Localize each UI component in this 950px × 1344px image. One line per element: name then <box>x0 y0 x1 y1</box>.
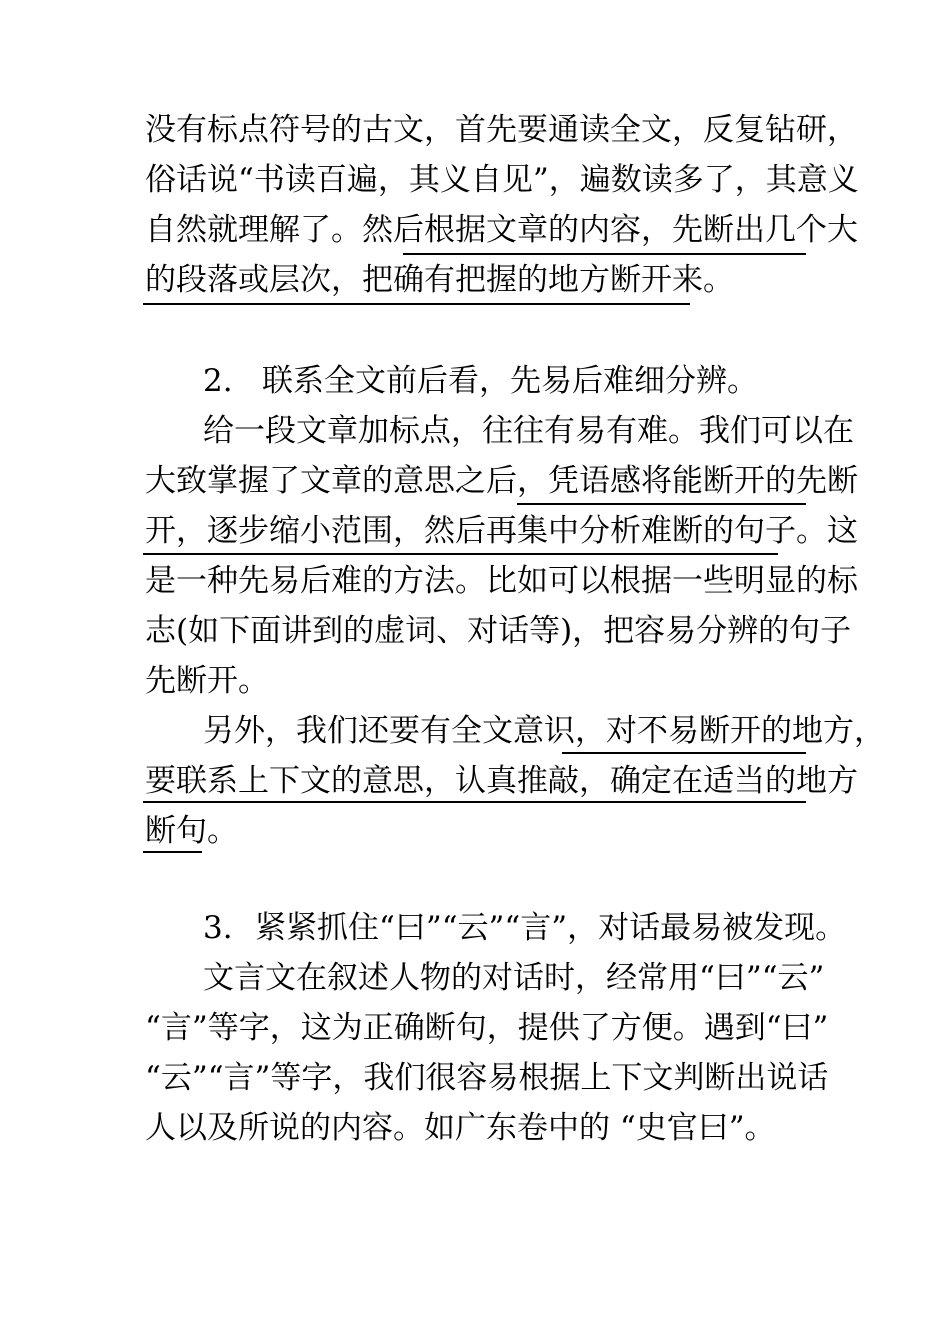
paragraph-line: 给一段文章加标点，往往有易有难。我们可以在 <box>203 413 854 449</box>
paragraph-line: 是一种先易后难的方法。比如可以根据一些明显的标 <box>145 563 858 599</box>
paragraph-line: 大致掌握了文章的意思之后，凭语感将能断开的先断 <box>145 463 858 499</box>
paragraph-line: 要联系上下文的意思，认真推敲，确定在适当的地方 <box>145 763 858 799</box>
paragraph-line: 自然就理解了。然后根据文章的内容，先断出几个大 <box>145 212 858 248</box>
paragraph-line: 志(如下面讲到的虚词、对话等)，把容易分辨的句子 <box>145 613 852 649</box>
paragraph-line: 俗话说“书读百遍，其义自见”，遍数读多了，其意义 <box>145 162 859 198</box>
paragraph-line: “云”“言”等字，我们很容易根据上下文判断出说话 <box>145 1060 829 1096</box>
underline <box>562 752 806 754</box>
underline <box>143 801 806 803</box>
underline <box>517 503 806 505</box>
paragraph-line: 断句。 <box>145 813 238 849</box>
underline <box>143 303 690 305</box>
paragraph-line: 开，逐步缩小范围，然后再集中分析难断的句子。这 <box>145 513 858 549</box>
underline <box>143 851 202 853</box>
paragraph-line: 另外，我们还要有全文意识，对不易断开的地方， <box>203 713 885 749</box>
underline <box>143 553 778 555</box>
paragraph-line: 没有标点符号的古文，首先要通读全文，反复钻研， <box>145 112 858 148</box>
paragraph-line: 人以及所说的内容。如广东卷中的 “史官曰”。 <box>145 1110 776 1146</box>
paragraph-line: 先断开。 <box>145 663 269 699</box>
paragraph-line: 文言文在叙述人物的对话时，经常用“曰”“云” <box>203 960 825 996</box>
section-heading: 紧紧抓住“曰”“云”“言”，对话最易被发现。 <box>255 910 847 946</box>
section-heading: 联系全文前后看，先易后难细分辨。 <box>262 363 758 399</box>
section-heading-number: 3. <box>203 910 233 946</box>
underline <box>403 253 806 255</box>
paragraph-line: “言”等字，这为正确断句，提供了方便。遇到“曰” <box>145 1010 829 1046</box>
section-heading-number: 2. <box>203 363 233 399</box>
paragraph-line: 的段落或层次，把确有把握的地方断开来。 <box>145 262 734 298</box>
